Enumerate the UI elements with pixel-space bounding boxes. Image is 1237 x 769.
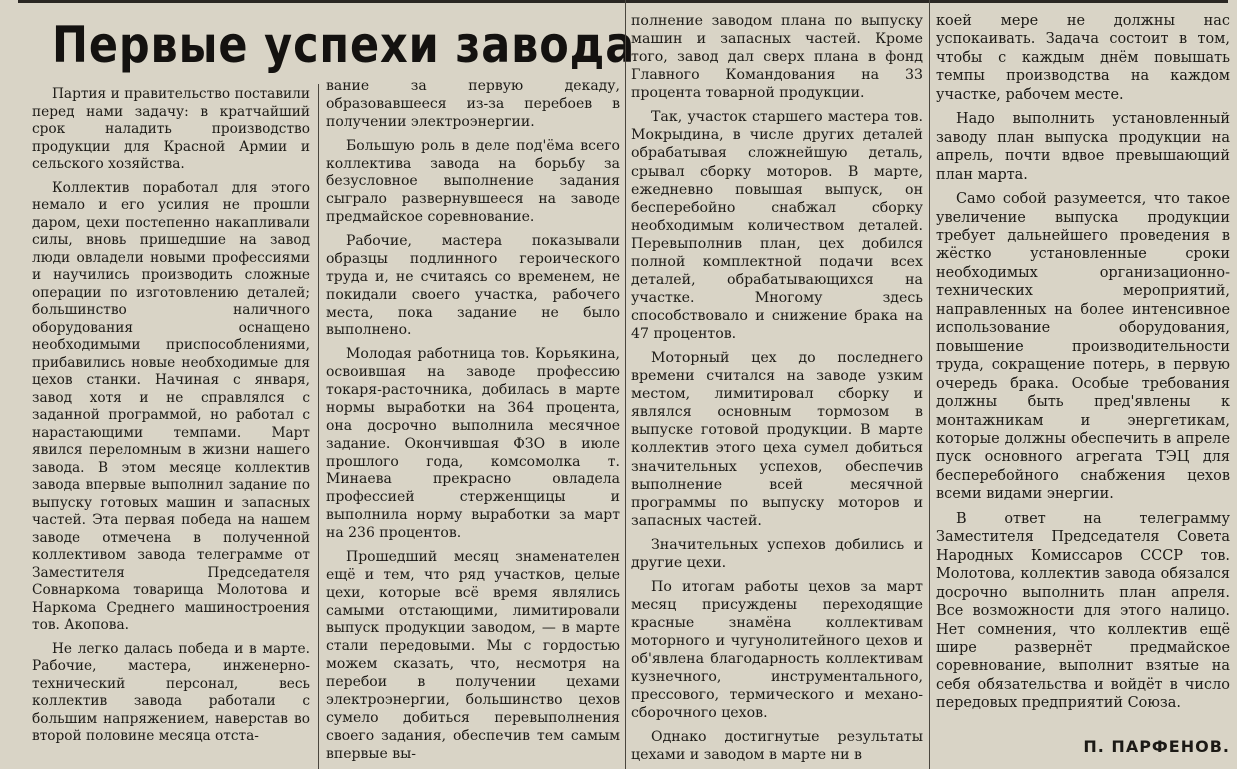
top-rule [18, 0, 1228, 9]
paragraph: полнение заводом плана по выпуску машин и запасных частей. Кроме того, завод дал сверх плана в фонд Главного Командования на 33 процента товарной продукции. [631, 13, 923, 102]
paragraph: Значительных успехов добились и другие цехи. [631, 536, 923, 571]
paragraph: вание за первую декаду, образовавшееся из-за перебоев в получении электроэнергии. [326, 78, 620, 130]
paragraph: коей мере не должны нас успокаивать. Задача состоит в том, чтобы с каждым днём повышать темпы производства на каждом участке, рабочем месте. [936, 13, 1230, 103]
paragraph: Коллектив поработал для этого немало и его усилия не прошли даром, цехи постепенно накапливали силы, вновь пришедшие на завод люди овладели новыми профессиями и научились производить сложные операции по изготовлению деталей; большинство наличного оборудования оснащено необходимыми приспособлениями, прибавились новые необходимые для цехов станки. Начиная с января, завод хотя и не справлялся с заданной программой, но работал с нарастающими темпами. Март явился переломным в жизни нашего завода. В этом месяце коллектив завода впервые выполнил задание по выпуску готовых машин и запасных частей. Эта первая победа на нашем заводе отмечена в полученной коллективом завода телеграмме от Заместителя Председателя Совнаркома товарища Молотова и Наркома Среднего машиностроения тов. Акопова. [32, 179, 310, 633]
author-signature: П. ПАРФЕНОВ. [1083, 737, 1230, 756]
paragraph: Надо выполнить установленный заводу план выпуска продукции на апрель, почти вдвое превышающий план марта. [936, 111, 1230, 183]
paragraph: Молодая работница тов. Корьякина, освоившая на заводе профессию токаря-расточника, добилась в марте нормы выработки на 364 процента, она досрочно выполнила месячное задание. Окончившая ФЗО в июле прошлого года, комсомолка т. Минаева прекрасно овладела профессией стерженщицы и выполнила норму выработки за март на 236 процентов. [326, 346, 620, 541]
paragraph: Моторный цех до последнего времени считался на заводе узким местом, лимитировал сборку и являлся основным тормозом в выпуске готовой продукции. В марте коллектив этого цеха сумел добиться значительных успехов, обеспечив выполнение всей месячной программы по выпуску моторов и запасных частей. [631, 350, 923, 529]
article-headline: Первые успехи завода [52, 16, 636, 74]
paragraph: По итогам работы цехов за март месяц присуждены переходящие красные знамёна коллективам моторного и чугунолитейного цехов и об'явлена благодарность коллективам кузнечного, инструментального, прессового, термического и механо-сборочного цехов. [631, 578, 923, 722]
paragraph: Так, участок старшего мастера тов. Мокрыдина, в числе других деталей обрабатывая сложнейшую деталь, срывал сборку моторов. В марте, ежедневно повышая выпуск, он бесперебойно снабжал сборку необходимым количеством деталей. Перевыполнив план, цех добился полной комплектной подачи всех деталей, обрабатывающихся на участке. Многому здесь способствовало и снижение брака на 47 процентов. [631, 109, 923, 343]
paragraph: Рабочие, мастера показывали образцы подлинного героического труда и, не считаясь со временем, не покидали своего участка, рабочего места, пока задание не было выполнено. [326, 233, 620, 339]
paragraph: Прошедший месяц знаменателен ещё и тем, что ряд участков, целые цехи, которые всё время являлись самыми отстающими, лимитировали выпуск продукции заводом, — в марте стали передовыми. Мы с гордостью можем сказать, что, несмотря на перебои в получении цехами электроэнергии, большинство цехов сумело добиться перевыполнения своего задания, обеспечив тем самым впервые вы- [326, 548, 620, 762]
article-column-2 [326, 78, 620, 768]
article-column-4 [936, 12, 1230, 732]
article-column-3 [631, 12, 923, 768]
paragraph: Партия и правительство поставили перед нами задачу: в кратчайший срок наладить производство продукции для Красной Армии и сельского хозяйства. [32, 86, 310, 172]
column-divider [625, 0, 626, 769]
column-divider [929, 0, 930, 769]
paragraph: Большую роль в деле под'ёма всего коллектива завода на борьбу за безусловное выполнение задания сыграло развернувшееся на заводе предмайское соревнование. [326, 137, 620, 226]
paragraph: Не легко далась победа и в марте. Рабочие, мастера, инженерно-технический персонал, весь коллектив завода работали с большим напряжением, наверстав во второй половине месяца отста- [32, 640, 310, 744]
paragraph: Само собой разумеется, что такое увеличение выпуска продукции требует дальнейшего проведения в жёстко установленные сроки необходимых организационно-технических мероприятий, направленных на более интенсивное использование оборудования, повышение производительности труда, сокращение потерь, в первую очередь брака. Особые требования должны быть пред'явлены к монтажникам и энергетикам, которые должны обеспечить в апреле пуск основного агрегата ТЭЦ для бесперебойного снабжения цехов всеми видами энергии. [936, 191, 1230, 503]
article-column-1 [32, 86, 310, 768]
paragraph: Однако достигнутые результаты цехами и заводом в марте ни в [631, 729, 923, 764]
paragraph: В ответ на телеграмму Заместителя Председателя Совета Народных Комиссаров СССР тов. Молотова, коллектив завода обязался досрочно выполнить план апреля. Все возможности для этого налицо. Нет сомнения, что коллектив ещё шире развернёт предмайское соревнование, выполнит взятые на себя обязательства и войдёт в число передовых предприятий Союза. [936, 510, 1230, 712]
column-divider [318, 84, 319, 769]
